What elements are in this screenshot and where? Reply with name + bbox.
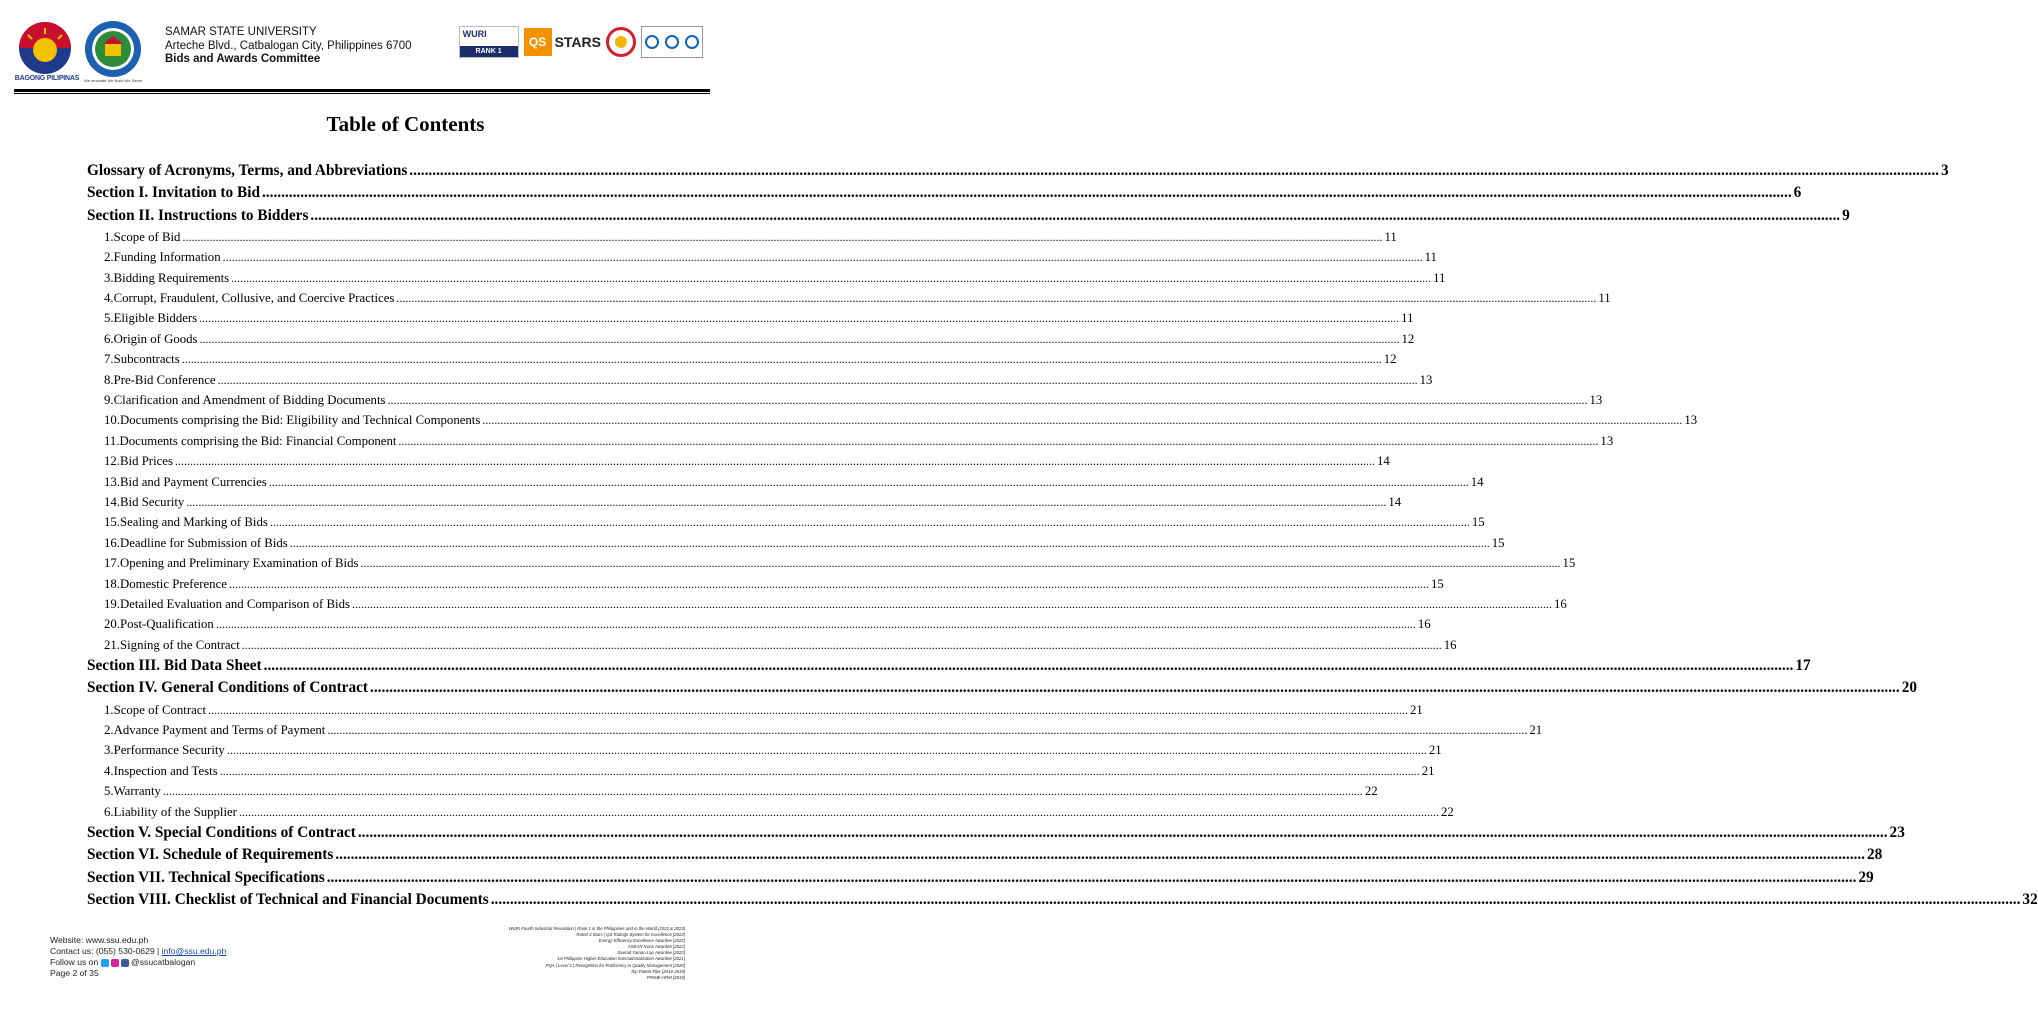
toc-page-number: 15 xyxy=(1562,556,1576,571)
toc-entry-label: Post-Qualification xyxy=(120,617,214,632)
toc-entry-label: Corrupt, Fraudulent, Collusive, and Coercive Practices xyxy=(113,291,395,306)
toc-dot-leader: ................................................................................................................................................................................................................................................................................................................................................................................................................ xyxy=(199,331,1400,346)
certification-icon xyxy=(685,35,699,49)
toc-page-number: 15 xyxy=(1491,535,1505,550)
toc-subsection-entry[interactable] xyxy=(87,410,1698,430)
toc-entry-number: 12. xyxy=(104,454,120,469)
toc-entry-number: 13. xyxy=(104,474,120,489)
toc-entry-label: Pre-Bid Conference xyxy=(113,372,216,387)
toc-entry-number: 18. xyxy=(104,576,120,591)
toc-dot-leader: ................................................................................................................................................................................................................................................................................................................................................................................................................ xyxy=(261,184,1792,202)
footer-awards-list xyxy=(509,926,685,981)
toc-entry-number: 20. xyxy=(104,617,120,632)
toc-entry-label: Deadline for Submission of Bids xyxy=(120,535,288,550)
university-address: Arteche Blvd., Catbalogan City, Philippines 6700 xyxy=(165,39,412,52)
toc-dot-leader: ................................................................................................................................................................................................................................................................................................................................................................................................................ xyxy=(217,372,1418,387)
toc-entry-number: 17. xyxy=(104,556,120,571)
header-divider-thin xyxy=(14,93,710,94)
toc-entry-label: Section I. Invitation to Bid xyxy=(87,184,260,202)
ssu-tagline: We Innovate We Build We Serve xyxy=(83,78,143,83)
toc-entry-label: Clarification and Amendment of Bidding Documents xyxy=(113,393,386,408)
toc-subsection-entry[interactable] xyxy=(87,512,1485,532)
award-line: 1st Philippine Higher Education Internationalization Awardee [2021] xyxy=(556,956,685,962)
toc-entry-label: Section VII. Technical Specifications xyxy=(87,868,325,886)
toc-page-number: 13 xyxy=(1600,433,1614,448)
footer-follow-label: Follow us on xyxy=(50,957,101,967)
qs-stars-text: STARS xyxy=(554,34,601,50)
toc-dot-leader: ................................................................................................................................................................................................................................................................................................................................................................................................................ xyxy=(360,556,1561,571)
toc-page-number: 16 xyxy=(1553,596,1567,611)
toc-entry-label: Bid Security xyxy=(120,494,185,509)
toc-subsection-entry[interactable] xyxy=(87,288,1611,308)
toc-subsection-entry[interactable] xyxy=(87,268,1446,288)
toc-entry-number: 16. xyxy=(104,535,120,550)
toc-dot-leader: ................................................................................................................................................................................................................................................................................................................................................................................................................ xyxy=(162,784,1363,799)
toc-entry-number: 8. xyxy=(104,372,114,387)
toc-dot-leader: ................................................................................................................................................................................................................................................................................................................................................................................................................ xyxy=(396,291,1597,306)
toc-entry-label: Opening and Preliminary Examination of Bids xyxy=(120,556,359,571)
toc-subsection-entry[interactable] xyxy=(87,472,1484,492)
toc-entry-label: Documents comprising the Bid: Eligibility and Technical Components xyxy=(120,413,481,428)
toc-dot-leader: ................................................................................................................................................................................................................................................................................................................................................................................................................ xyxy=(219,763,1420,778)
toc-entry-number: 6. xyxy=(104,804,114,819)
toc-page-number: 14 xyxy=(1376,454,1390,469)
toc-subsection-entry[interactable] xyxy=(87,553,1576,573)
toc-dot-leader: ................................................................................................................................................................................................................................................................................................................................................................................................................ xyxy=(409,162,1939,179)
toc-entry-label: Glossary of Acronyms, Terms, and Abbreviations xyxy=(87,162,408,179)
toc-entry-label: Section V. Special Conditions of Contract xyxy=(87,824,356,842)
footer-social-line xyxy=(50,957,226,968)
toc-entry-label: Performance Security xyxy=(113,743,225,758)
toc-page-number: 20 xyxy=(1901,679,1917,697)
toc-entry-label: Section III. Bid Data Sheet xyxy=(87,657,262,675)
footer-contact xyxy=(50,935,226,979)
letterhead-text xyxy=(165,26,412,67)
toc-page-number: 13 xyxy=(1419,372,1433,387)
toc-dot-leader: ................................................................................................................................................................................................................................................................................................................................................................................................................ xyxy=(222,250,1423,265)
toc-subsection-entry[interactable] xyxy=(87,802,1454,822)
toc-dot-leader: ................................................................................................................................................................................................................................................................................................................................................................................................................ xyxy=(182,229,1383,244)
toc-page-number: 23 xyxy=(1889,824,1905,842)
toc-subsection-entry[interactable] xyxy=(87,761,1435,781)
toc-page-number: 3 xyxy=(1940,162,1949,179)
qs-logo-box: QS xyxy=(524,28,552,56)
toc-entry-label: Domestic Preference xyxy=(120,576,227,591)
toc-dot-leader: ................................................................................................................................................................................................................................................................................................................................................................................................................ xyxy=(268,474,1469,489)
toc-dot-leader: ................................................................................................................................................................................................................................................................................................................................................................................................................ xyxy=(326,868,1857,886)
page-title: Table of Contents xyxy=(326,112,485,136)
toc-page-number: 12 xyxy=(1383,352,1397,367)
committee-name: Bids and Awards Committee xyxy=(165,53,321,65)
toc-section-entry[interactable] xyxy=(87,182,1802,204)
toc-page-number: 9 xyxy=(1842,206,1850,224)
toc-entry-label: Liability of the Supplier xyxy=(113,804,237,819)
toc-dot-leader: ................................................................................................................................................................................................................................................................................................................................................................................................................ xyxy=(351,596,1552,611)
toc-entry-number: 4. xyxy=(104,291,114,306)
award-line: PQA | Level 2 | Recognition for Proficiency in Quality Management [2020] xyxy=(545,962,685,968)
toc-page-number: 21 xyxy=(1421,763,1435,778)
toc-entry-number: 3. xyxy=(104,743,114,758)
toc-entry-number: 7. xyxy=(104,352,114,367)
toc-entry-label: Section II. Instructions to Bidders xyxy=(87,206,309,224)
footer-phone: Contact us: (055) 530-0629 | xyxy=(50,946,162,956)
toc-page-number: 12 xyxy=(1401,331,1415,346)
toc-dot-leader: ................................................................................................................................................................................................................................................................................................................................................................................................................ xyxy=(398,433,1599,448)
award-line: Saerad Yaman Lap Awardee [2022] xyxy=(617,950,685,956)
award-line: WURI Fourth Industrial Revolution | Rank 1 in the Philippines and in the World [2022 & 2023] xyxy=(508,926,685,931)
toc-dot-leader: ................................................................................................................................................................................................................................................................................................................................................................................................................ xyxy=(310,206,1841,224)
toc-subsection-entry[interactable] xyxy=(87,451,1390,471)
award-seal-icon xyxy=(606,27,636,57)
table-of-contents xyxy=(87,160,2038,911)
iso-certification-badge xyxy=(641,26,703,58)
award-line: Top Patent Filer [2018-2019] xyxy=(630,968,685,974)
toc-entry-number: 21. xyxy=(104,637,120,652)
twitter-icon[interactable] xyxy=(101,959,109,967)
toc-subsection-entry[interactable] xyxy=(87,247,1437,267)
toc-dot-leader: ................................................................................................................................................................................................................................................................................................................................................................................................................ xyxy=(370,679,1900,697)
toc-page-number: 21 xyxy=(1529,723,1543,738)
toc-page-number: 15 xyxy=(1430,576,1444,591)
ssu-seal-logo xyxy=(84,20,142,78)
toc-dot-leader: ................................................................................................................................................................................................................................................................................................................................................................................................................ xyxy=(490,890,2021,908)
toc-page-number: 14 xyxy=(1470,474,1484,489)
facebook-icon[interactable] xyxy=(121,959,129,967)
toc-entry-number: 19. xyxy=(104,596,120,611)
toc-section-entry[interactable] xyxy=(87,822,1905,844)
toc-entry-label: Signing of the Contract xyxy=(120,637,240,652)
toc-entry-label: Bid Prices xyxy=(120,454,173,469)
toc-entry-number: 2. xyxy=(104,723,114,738)
toc-section-entry[interactable] xyxy=(87,160,1949,182)
toc-page-number: 16 xyxy=(1443,637,1457,652)
toc-page-number: 13 xyxy=(1589,393,1603,408)
toc-subsection-entry[interactable] xyxy=(87,594,1567,614)
toc-subsection-entry[interactable] xyxy=(87,614,1431,634)
toc-page-number: 13 xyxy=(1684,413,1698,428)
toc-subsection-entry[interactable] xyxy=(87,431,1614,451)
toc-dot-leader: ................................................................................................................................................................................................................................................................................................................................................................................................................ xyxy=(181,352,1382,367)
toc-dot-leader: ................................................................................................................................................................................................................................................................................................................................................................................................................ xyxy=(208,702,1409,717)
award-line: ASEAN Icons Awardee [2022] xyxy=(627,944,685,950)
toc-entry-label: Bidding Requirements xyxy=(113,270,230,285)
toc-subsection-entry[interactable] xyxy=(87,740,1442,760)
instagram-icon[interactable] xyxy=(111,959,119,967)
toc-dot-leader: ................................................................................................................................................................................................................................................................................................................................................................................................................ xyxy=(482,413,1683,428)
toc-page-number: 22 xyxy=(1364,784,1378,799)
toc-section-entry[interactable] xyxy=(87,205,1850,227)
toc-page-number: 14 xyxy=(1388,494,1402,509)
toc-dot-leader: ................................................................................................................................................................................................................................................................................................................................................................................................................ xyxy=(199,311,1400,326)
toc-entry-label: Section VI. Schedule of Requirements xyxy=(87,846,334,864)
toc-page-number: 6 xyxy=(1793,184,1802,202)
award-line: PRIME-HRM [2019] xyxy=(647,974,685,980)
toc-dot-leader: ................................................................................................................................................................................................................................................................................................................................................................................................................ xyxy=(357,824,1888,842)
footer-email-link[interactable]: info@ssu.edu.ph xyxy=(161,946,227,956)
toc-entry-number: 11. xyxy=(104,433,120,448)
toc-page-number: 21 xyxy=(1428,743,1442,758)
toc-page-number: 21 xyxy=(1410,702,1423,717)
toc-dot-leader: ................................................................................................................................................................................................................................................................................................................................................................................................................ xyxy=(231,270,1432,285)
toc-entry-number: 4. xyxy=(104,763,114,778)
toc-section-entry[interactable] xyxy=(87,844,1883,866)
toc-entry-label: Eligible Bidders xyxy=(113,311,198,326)
toc-dot-leader: ................................................................................................................................................................................................................................................................................................................................................................................................................ xyxy=(241,637,1442,652)
toc-entry-number: 10. xyxy=(104,413,120,428)
toc-entry-label: Bid and Payment Currencies xyxy=(120,474,267,489)
award-line: Energy Efficiency Excellence Awardee [2022] xyxy=(598,938,685,944)
header-divider xyxy=(14,89,710,92)
toc-entry-label: Sealing and Marking of Bids xyxy=(120,515,268,530)
toc-entry-label: Funding Information xyxy=(113,250,221,265)
toc-dot-leader: ................................................................................................................................................................................................................................................................................................................................................................................................................ xyxy=(263,657,1794,675)
toc-page-number: 11 xyxy=(1401,311,1414,326)
toc-dot-leader: ................................................................................................................................................................................................................................................................................................................................................................................................................ xyxy=(238,804,1439,819)
toc-subsection-entry[interactable] xyxy=(87,700,1423,720)
toc-dot-leader: ................................................................................................................................................................................................................................................................................................................................................................................................................ xyxy=(186,494,1387,509)
toc-subsection-entry[interactable] xyxy=(87,370,1433,390)
toc-dot-leader: ................................................................................................................................................................................................................................................................................................................................................................................................................ xyxy=(174,454,1375,469)
footer-website: Website: www.ssu.edu.ph xyxy=(50,935,149,945)
toc-entry-label: Subcontracts xyxy=(113,352,180,367)
wuri-label: WURI xyxy=(462,29,487,39)
toc-entry-label: Scope of Contract xyxy=(113,702,207,717)
toc-subsection-entry[interactable] xyxy=(87,329,1415,349)
university-name: SAMAR STATE UNIVERSITY xyxy=(165,26,317,38)
toc-entry-label: Detailed Evaluation and Comparison of Bids xyxy=(120,596,350,611)
toc-page-number: 29 xyxy=(1858,868,1874,886)
footer-contact-line xyxy=(50,946,226,957)
toc-section-entry[interactable] xyxy=(87,889,2038,911)
toc-subsection-entry[interactable] xyxy=(87,533,1505,553)
toc-entry-number: 9. xyxy=(104,393,114,408)
toc-dot-leader: ................................................................................................................................................................................................................................................................................................................................................................................................................ xyxy=(387,393,1588,408)
toc-subsection-entry[interactable] xyxy=(87,390,1603,410)
toc-entry-number: 3. xyxy=(104,270,114,285)
toc-entry-label: Warranty xyxy=(113,784,161,799)
toc-entry-number: 5. xyxy=(104,311,114,326)
bagong-pilipinas-logo xyxy=(14,20,76,80)
toc-subsection-entry[interactable] xyxy=(87,308,1414,328)
certification-icon xyxy=(645,35,659,49)
toc-section-entry[interactable] xyxy=(87,677,1917,699)
accreditation-badges xyxy=(459,25,703,59)
bagong-pilipinas-caption: BAGONG PILIPINAS xyxy=(14,75,80,82)
qs-stars-badge xyxy=(524,28,601,56)
toc-dot-leader: ................................................................................................................................................................................................................................................................................................................................................................................................................ xyxy=(215,617,1416,632)
toc-entry-label: Section IV. General Conditions of Contract xyxy=(87,679,369,697)
toc-entry-label: Section VIII. Checklist of Technical and Financial Documents xyxy=(87,890,489,908)
toc-entry-label: Scope of Bid xyxy=(113,229,181,244)
toc-subsection-entry[interactable] xyxy=(87,227,1397,247)
toc-page-number: 11 xyxy=(1598,291,1611,306)
toc-entry-label: Documents comprising the Bid: Financial Component xyxy=(119,433,397,448)
toc-page-number: 16 xyxy=(1417,617,1431,632)
toc-entry-number: 2. xyxy=(104,250,114,265)
toc-entry-number: 14. xyxy=(104,494,120,509)
page-number: Page 2 of 35 xyxy=(50,968,99,978)
toc-page-number: 11 xyxy=(1384,229,1397,244)
toc-entry-number: 15. xyxy=(104,515,120,530)
toc-dot-leader: ................................................................................................................................................................................................................................................................................................................................................................................................................ xyxy=(289,535,1490,550)
toc-entry-label: Advance Payment and Terms of Payment xyxy=(113,723,326,738)
toc-page-number: 11 xyxy=(1433,270,1446,285)
toc-page-number: 22 xyxy=(1440,804,1454,819)
toc-subsection-entry[interactable] xyxy=(87,349,1397,369)
footer-social-handle: @ssucatbalogan xyxy=(131,957,196,967)
award-line: Rated 3 Stars | QS Ratings System for Excellence [2022] xyxy=(576,932,685,938)
toc-page-number: 17 xyxy=(1795,657,1811,675)
wuri-badge xyxy=(459,26,519,58)
toc-entry-label: Inspection and Tests xyxy=(113,763,218,778)
toc-subsection-entry[interactable] xyxy=(87,492,1402,512)
toc-dot-leader: ................................................................................................................................................................................................................................................................................................................................................................................................................ xyxy=(269,515,1470,530)
toc-entry-number: 1. xyxy=(104,229,114,244)
toc-page-number: 28 xyxy=(1867,846,1883,864)
toc-section-entry[interactable] xyxy=(87,867,1874,889)
toc-dot-leader: ................................................................................................................................................................................................................................................................................................................................................................................................................ xyxy=(226,743,1427,758)
toc-subsection-entry[interactable] xyxy=(87,720,1543,740)
certification-icon xyxy=(665,35,679,49)
toc-page-number: 11 xyxy=(1424,250,1437,265)
toc-page-number: 15 xyxy=(1471,515,1485,530)
toc-entry-label: Origin of Goods xyxy=(113,331,198,346)
toc-subsection-entry[interactable] xyxy=(87,574,1444,594)
toc-entry-number: 6. xyxy=(104,331,114,346)
toc-dot-leader: ................................................................................................................................................................................................................................................................................................................................................................................................................ xyxy=(335,846,1865,864)
wuri-rank: RANK 1 xyxy=(460,46,518,57)
social-icons xyxy=(101,959,129,967)
toc-section-entry[interactable] xyxy=(87,655,1811,677)
toc-subsection-entry[interactable] xyxy=(87,635,1457,655)
toc-page-number: 32 xyxy=(2022,890,2038,908)
toc-dot-leader: ................................................................................................................................................................................................................................................................................................................................................................................................................ xyxy=(327,723,1528,738)
toc-subsection-entry[interactable] xyxy=(87,781,1378,801)
toc-entry-number: 5. xyxy=(104,784,114,799)
toc-entry-number: 1. xyxy=(104,702,114,717)
toc-dot-leader: ................................................................................................................................................................................................................................................................................................................................................................................................................ xyxy=(228,576,1429,591)
